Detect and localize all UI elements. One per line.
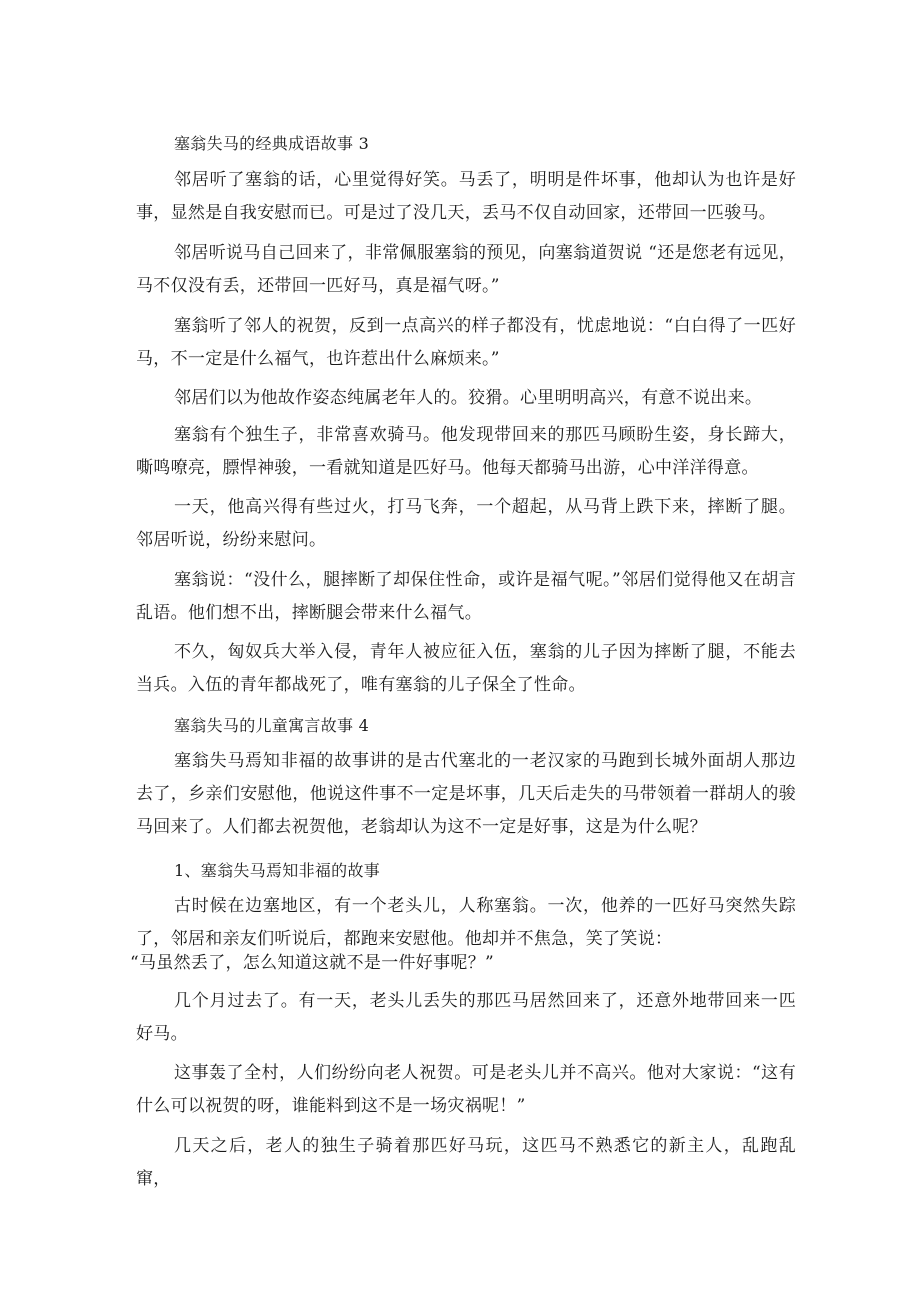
paragraph: 塞翁有个独生子，非常喜欢骑马。他发现带回来的那匹马顾盼生姿，身长蹄大，嘶鸣嘹亮，膘悍神骏，一看就知道是匹好马。他每天都骑马出游，心中洋洋得意。 [136,425,796,478]
section-heading-3: 塞翁失马的经典成语故事 3 [174,134,370,153]
paragraph: 几个月过去了。有一天，老头儿丢失的那匹马居然回来了，还意外地带回来一匹好马。 [136,991,796,1044]
paragraph: 几天之后，老人的独生子骑着那匹好马玩，这匹马不熟悉它的新主人，乱跑乱窜， [136,1136,796,1189]
subheading: 1、塞翁失马焉知非福的故事 [174,861,381,880]
paragraph: 邻居们以为他故作姿态纯属老年人的。狡猾。心里明明高兴，有意不说出来。 [174,388,763,408]
paragraph: 古时候在边塞地区，有一个老头儿，人称塞翁。一次，他养的一匹好马突然失踪了，邻居和亲友们听说后，都跑来安慰他。他却并不焦急，笑了笑说： [136,896,796,949]
paragraph: 邻居听了塞翁的话，心里觉得好笑。马丢了，明明是件坏事，他却认为也许是好事，显然是自我安慰而已。可是过了没几天，丢马不仅自动回家，还带回一匹骏马。 [136,170,796,223]
section-heading-4: 塞翁失马的儿童寓言故事 4 [174,716,370,735]
paragraph: 这事轰了全村，人们纷纷向老人祝贺。可是老头儿并不高兴。他对大家说：“这有什么可以祝贺的呀，谁能料到这不是一场灾祸呢！” [136,1063,796,1116]
quote-line: “马虽然丢了，怎么知道这就不是一件好事呢？” [130,953,494,973]
paragraph: 不久，匈奴兵大举入侵，青年人被应征入伍，塞翁的儿子因为摔断了腿，不能去当兵。入伍的青年都战死了，唯有塞翁的儿子保全了性命。 [136,642,796,695]
paragraph: 塞翁听了邻人的祝贺，反到一点高兴的样子都没有，忧虑地说：“白白得了一匹好马，不一定是什么福气，也许惹出什么麻烦来。” [136,316,796,369]
paragraph: 邻居听说马自己回来了，非常佩服塞翁的预见，向塞翁道贺说 “还是您老有远见，马不仅没有丢，还带回一匹好马，真是福气呀。” [136,243,796,296]
paragraph: 一天，他高兴得有些过火，打马飞奔，一个超起，从马背上跌下来，摔断了腿。邻居听说，纷纷来慰问。 [136,497,796,550]
paragraph: 塞翁说：“没什么，腿摔断了却保住性命，或许是福气呢。”邻居们觉得他又在胡言乱语。他们想不出，摔断腿会带来什么福气。 [136,570,796,623]
paragraph: 塞翁失马焉知非福的故事讲的是古代塞北的一老汉家的马跑到长城外面胡人那边去了，乡亲们安慰他，他说这件事不一定是坏事，几天后走失的马带领着一群胡人的骏马回来了。人们都去祝贺他，老翁却认为这不一定是好事，这是为什么呢？ [136,751,796,837]
